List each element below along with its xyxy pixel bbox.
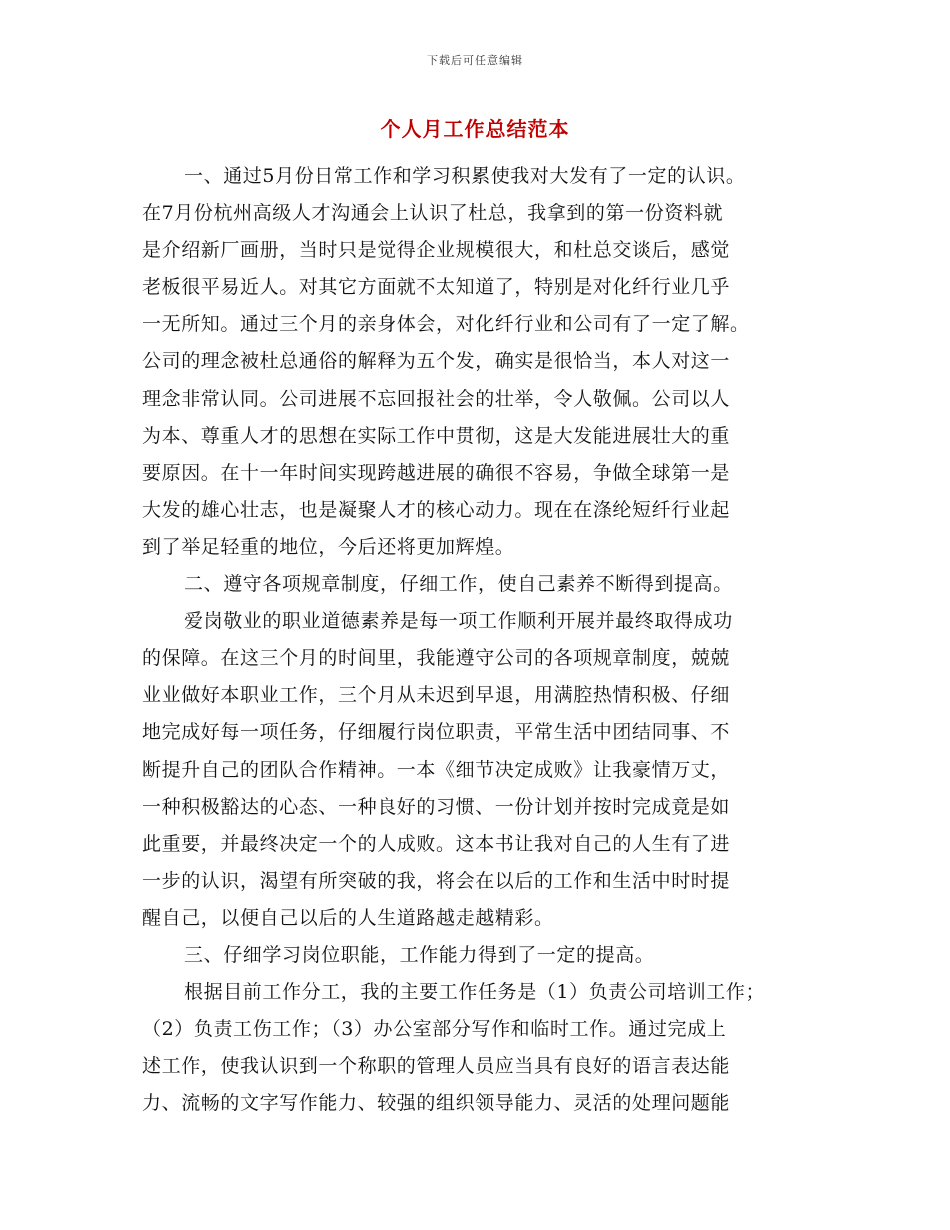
text-line: 根据目前工作分工，我的主要工作任务是（1）负责公司培训工作； — [184, 981, 766, 1004]
text-line: （2）负责工伤工作；（3）办公室部分写作和临时工作。通过完成上 — [142, 1018, 727, 1041]
text-line: 公司的理念被杜总通俗的解释为五个发，确实是很恰当，本人对这一 — [142, 350, 731, 373]
text-line: 是介绍新厂画册，当时只是觉得企业规模很大，和杜总交谈后，感觉 — [142, 239, 731, 262]
text-line: 爱岗敬业的职业道德素养是每一项工作顺利开展并最终取得成功 — [184, 610, 733, 633]
text-line: 二、遵守各项规章制度，仔细工作，使自己素养不断得到提高。 — [184, 573, 733, 596]
text-line: 在7月份杭州高级人才沟通会上认识了杜总，我拿到的第一份资料就 — [142, 202, 724, 225]
text-line: 老板很平易近人。对其它方面就不太知道了，特别是对化纤行业几乎 — [142, 276, 731, 299]
text-line: 大发的雄心壮志，也是凝聚人才的核心动力。现在在涤纶短纤行业起 — [142, 498, 731, 521]
text-line: 三、仔细学习岗位职能，工作能力得到了一定的提高。 — [184, 943, 655, 966]
text-line: 到了举足轻重的地位，今后还将更加辉煌。 — [142, 535, 515, 558]
document-body — [142, 158, 822, 1122]
text-line: 理念非常认同。公司进展不忘回报社会的壮举，令人敬佩。公司以人 — [142, 387, 731, 410]
text-line: 力、流畅的文字写作能力、较强的组织领导能力、灵活的处理问题能 — [142, 1092, 731, 1115]
text-line: 要原因。在十一年时间实现跨越进展的确很不容易，争做全球第一是 — [142, 461, 731, 484]
text-line: 述工作，使我认识到一个称职的管理人员应当具有良好的语言表达能 — [142, 1055, 731, 1078]
text-line: 醒自己，以便自己以后的人生道路越走越精彩。 — [142, 906, 554, 929]
document-title: 个人月工作总结范本 — [380, 117, 570, 141]
text-line: 一步的认识，渴望有所突破的我，将会在以后的工作和生活中时时提 — [142, 869, 731, 892]
page-header: 下载后可任意编辑 — [427, 54, 523, 67]
text-line: 一种积极豁达的心态、一种良好的习惯、一份计划并按时完成竟是如 — [142, 795, 731, 818]
text-line: 断提升自己的团队合作精神。一本《细节决定成败》让我豪情万丈， — [142, 758, 731, 781]
text-line: 此重要，并最终决定一个的人成败。这本书让我对自己的人生有了进 — [142, 832, 731, 855]
text-line: 地完成好每一项任务，仔细履行岗位职责，平常生活中团结同事、不 — [142, 721, 731, 744]
text-line: 为本、尊重人才的思想在实际工作中贯彻，这是大发能进展壮大的重 — [142, 424, 731, 447]
text-line: 一无所知。通过三个月的亲身体会，对化纤行业和公司有了一定了解。 — [142, 313, 750, 336]
text-line: 一、通过5月份日常工作和学习积累使我对大发有了一定的认识。 — [184, 165, 746, 187]
text-line: 业业做好本职业工作，三个月从未迟到早退，用满腔热情积极、仔细 — [142, 684, 731, 707]
text-line: 的保障。在这三个月的时间里，我能遵守公司的各项规章制度，兢兢 — [142, 647, 731, 670]
